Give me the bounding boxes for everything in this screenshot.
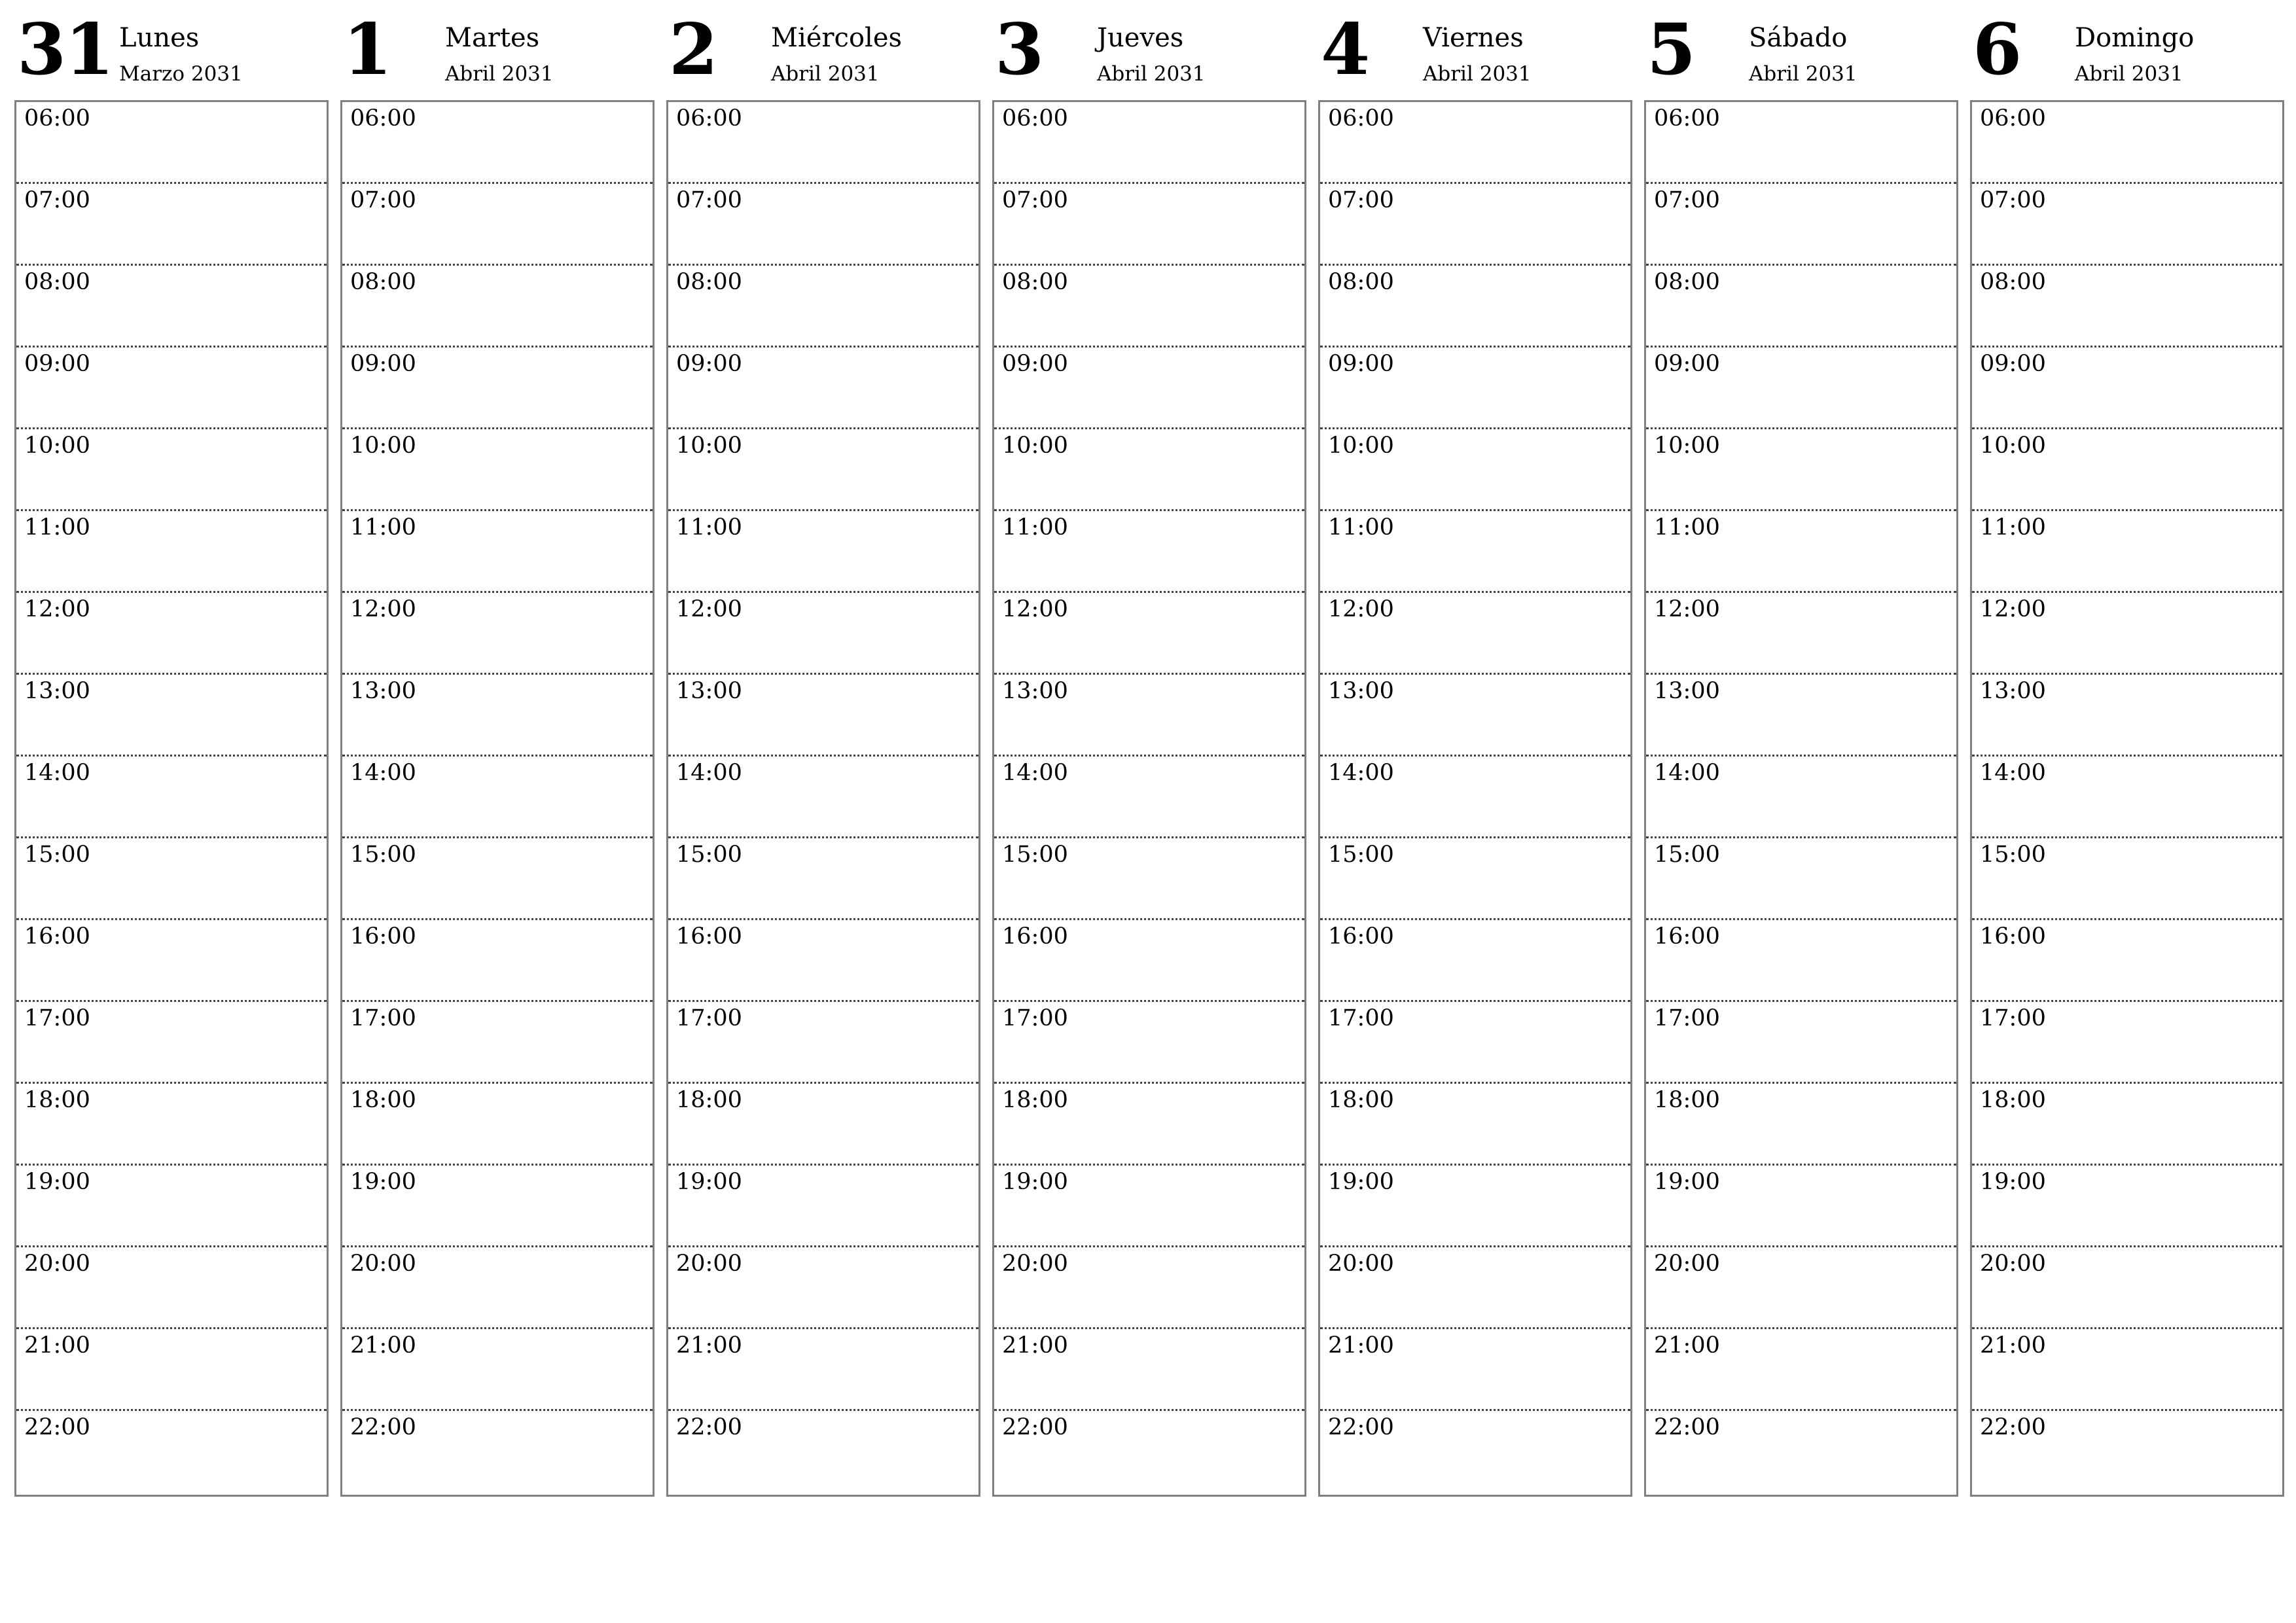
hour-label: 07:00 [1002,187,1068,213]
hour-label: 08:00 [1654,269,1720,295]
hour-label: 17:00 [676,1005,742,1031]
hour-label: 11:00 [1002,514,1068,541]
hour-slot [668,838,978,920]
hour-slot [668,1411,978,1493]
hour-slot [668,675,978,757]
hour-slot [1646,920,1956,1002]
hour-slot [342,757,653,838]
hour-slot [1320,1084,1630,1166]
hour-label: 20:00 [676,1251,742,1277]
hour-label: 17:00 [1980,1005,2046,1031]
hour-slot [1646,838,1956,920]
day-month-year: Abril 2031 [445,62,554,86]
hour-slot [1972,920,2282,1002]
hour-label: 18:00 [1002,1087,1068,1113]
hour-slot [668,757,978,838]
hour-label: 14:00 [350,760,416,786]
hour-slot [668,184,978,266]
hour-label: 07:00 [676,187,742,213]
day-header [666,0,979,98]
hour-label: 06:00 [24,105,90,132]
hour-label: 13:00 [1654,678,1720,704]
hour-slot [1646,1411,1956,1493]
hour-slot [994,1247,1304,1329]
hour-slot [1320,593,1630,675]
hour-slot [1646,511,1956,593]
hour-slot [668,266,978,348]
hour-slot [342,1002,653,1084]
hour-label: 06:00 [1002,105,1068,132]
hour-label: 06:00 [1328,105,1394,132]
hour-label: 13:00 [676,678,742,704]
hour-label: 12:00 [1328,596,1394,622]
hour-label: 09:00 [676,351,742,377]
day-month-year: Marzo 2031 [119,62,243,86]
hour-label: 12:00 [350,596,416,622]
hour-slot [1320,1247,1630,1329]
hour-slot [668,511,978,593]
hour-label: 19:00 [1980,1169,2046,1195]
hour-label: 21:00 [24,1332,90,1359]
hour-slot [1646,593,1956,675]
hour-slot [994,1166,1304,1247]
hour-slot [994,920,1304,1002]
hour-label: 09:00 [1654,351,1720,377]
hour-label: 21:00 [1654,1332,1720,1359]
hour-label: 14:00 [1328,760,1394,786]
hour-slot [1646,429,1956,511]
hour-label: 19:00 [1002,1169,1068,1195]
hour-slot [1972,1166,2282,1247]
hour-slot [16,920,327,1002]
day-number: 1 [343,9,391,91]
hour-grid [666,100,980,1497]
hour-label: 12:00 [1654,596,1720,622]
day-column [666,0,979,1499]
hour-label: 17:00 [1328,1005,1394,1031]
day-column [992,0,1305,1499]
hour-slot [668,593,978,675]
day-header [1644,0,1957,98]
hour-slot [342,675,653,757]
day-name: Viernes [1423,23,1524,53]
hour-label: 21:00 [1328,1332,1394,1359]
hour-label: 09:00 [1980,351,2046,377]
hour-slot [1320,920,1630,1002]
hour-slot [668,1166,978,1247]
hour-slot [16,838,327,920]
hour-label: 08:00 [1002,269,1068,295]
day-name: Sábado [1749,23,1848,53]
day-column [1644,0,1957,1499]
hour-label: 18:00 [24,1087,90,1113]
hour-slot [16,102,327,184]
hour-label: 14:00 [1002,760,1068,786]
hour-slot [994,1329,1304,1411]
hour-label: 22:00 [676,1414,742,1440]
hour-label: 08:00 [676,269,742,295]
hour-label: 13:00 [350,678,416,704]
hour-label: 18:00 [350,1087,416,1113]
hour-slot [1646,1002,1956,1084]
hour-label: 17:00 [1654,1005,1720,1031]
hour-slot [1972,511,2282,593]
hour-label: 22:00 [1002,1414,1068,1440]
hour-label: 16:00 [1654,923,1720,950]
hour-label: 10:00 [1002,433,1068,459]
hour-slot [668,429,978,511]
hour-slot [16,266,327,348]
hour-slot [1320,266,1630,348]
hour-label: 15:00 [1654,842,1720,868]
hour-slot [668,102,978,184]
day-header [14,0,327,98]
day-number: 31 [17,9,113,91]
hour-label: 11:00 [24,514,90,541]
hour-slot [16,1411,327,1493]
hour-label: 15:00 [350,842,416,868]
hour-label: 07:00 [1980,187,2046,213]
hour-slot [16,348,327,429]
hour-slot [668,1247,978,1329]
day-month-year: Abril 2031 [771,62,880,86]
hour-slot [994,838,1304,920]
hour-label: 06:00 [350,105,416,132]
hour-label: 16:00 [1002,923,1068,950]
hour-label: 19:00 [676,1169,742,1195]
hour-slot [16,1084,327,1166]
hour-slot [668,1084,978,1166]
hour-label: 22:00 [1328,1414,1394,1440]
hour-label: 16:00 [24,923,90,950]
hour-label: 17:00 [1002,1005,1068,1031]
hour-label: 11:00 [1328,514,1394,541]
hour-slot [668,348,978,429]
hour-slot [342,511,653,593]
day-header [340,0,653,98]
day-name: Domingo [2075,23,2195,53]
hour-label: 17:00 [24,1005,90,1031]
hour-label: 10:00 [1654,433,1720,459]
hour-label: 12:00 [1980,596,2046,622]
hour-label: 20:00 [1654,1251,1720,1277]
day-name: Miércoles [771,23,903,53]
hour-slot [668,1002,978,1084]
hour-label: 22:00 [350,1414,416,1440]
hour-slot [1972,1002,2282,1084]
hour-label: 07:00 [1328,187,1394,213]
hour-slot [1646,1247,1956,1329]
hour-label: 15:00 [1002,842,1068,868]
hour-slot [1320,184,1630,266]
hour-slot [994,1002,1304,1084]
hour-label: 18:00 [676,1087,742,1113]
hour-label: 22:00 [24,1414,90,1440]
hour-slot [1646,184,1956,266]
hour-label: 20:00 [350,1251,416,1277]
hour-slot [1320,757,1630,838]
hour-slot [1972,184,2282,266]
hour-label: 19:00 [350,1169,416,1195]
hour-label: 09:00 [1002,351,1068,377]
hour-label: 08:00 [24,269,90,295]
hour-slot [16,757,327,838]
day-name: Jueves [1097,23,1184,53]
hour-label: 18:00 [1980,1087,2046,1113]
hour-label: 12:00 [676,596,742,622]
hour-slot [994,1084,1304,1166]
hour-slot [1320,511,1630,593]
hour-slot [1320,1166,1630,1247]
hour-label: 11:00 [1980,514,2046,541]
day-column [14,0,327,1499]
day-month-year: Abril 2031 [1423,62,1532,86]
hour-slot [1972,1247,2282,1329]
hour-grid [14,100,329,1497]
day-number: 6 [1973,9,2021,91]
hour-slot [342,593,653,675]
hour-label: 20:00 [1002,1251,1068,1277]
hour-label: 10:00 [676,433,742,459]
hour-slot [994,511,1304,593]
hour-label: 12:00 [24,596,90,622]
hour-label: 09:00 [1328,351,1394,377]
day-header [992,0,1305,98]
hour-slot [16,593,327,675]
hour-slot [668,920,978,1002]
hour-label: 15:00 [1328,842,1394,868]
hour-label: 17:00 [350,1005,416,1031]
hour-slot [1320,675,1630,757]
hour-slot [16,511,327,593]
hour-label: 20:00 [1980,1251,2046,1277]
hour-label: 11:00 [1654,514,1720,541]
hour-slot [994,184,1304,266]
hour-slot [1646,1166,1956,1247]
hour-label: 20:00 [24,1251,90,1277]
hour-label: 21:00 [1002,1332,1068,1359]
hour-label: 16:00 [1980,923,2046,950]
hour-slot [342,1411,653,1493]
hour-label: 08:00 [1328,269,1394,295]
day-header [1318,0,1631,98]
hour-slot [16,1002,327,1084]
hour-label: 07:00 [24,187,90,213]
hour-label: 16:00 [676,923,742,950]
hour-label: 13:00 [1328,678,1394,704]
hour-label: 10:00 [1980,433,2046,459]
hour-grid [340,100,655,1497]
day-month-year: Abril 2031 [2075,62,2183,86]
hour-slot [1972,429,2282,511]
hour-label: 14:00 [1654,760,1720,786]
hour-grid [1644,100,1958,1497]
hour-label: 12:00 [1002,596,1068,622]
hour-slot [1646,102,1956,184]
hour-slot [1972,593,2282,675]
hour-label: 06:00 [1654,105,1720,132]
hour-slot [342,184,653,266]
hour-label: 19:00 [24,1169,90,1195]
hour-slot [342,1329,653,1411]
day-number: 5 [1647,9,1695,91]
day-month-year: Abril 2031 [1749,62,1857,86]
hour-slot [1320,1411,1630,1493]
hour-label: 15:00 [24,842,90,868]
hour-slot [342,429,653,511]
hour-slot [342,838,653,920]
hour-slot [16,675,327,757]
hour-label: 15:00 [1980,842,2046,868]
hour-label: 13:00 [24,678,90,704]
hour-slot [1972,1329,2282,1411]
hour-slot [342,1166,653,1247]
hour-slot [16,1329,327,1411]
hour-slot [342,1247,653,1329]
hour-slot [1646,757,1956,838]
hour-label: 20:00 [1328,1251,1394,1277]
hour-slot [1972,1411,2282,1493]
hour-slot [994,348,1304,429]
hour-slot [342,348,653,429]
hour-slot [1972,757,2282,838]
day-number: 3 [995,9,1043,91]
hour-slot [1320,1002,1630,1084]
hour-slot [994,675,1304,757]
day-column [1318,0,1631,1499]
hour-label: 08:00 [1980,269,2046,295]
hour-label: 10:00 [1328,433,1394,459]
hour-grid [992,100,1306,1497]
hour-label: 14:00 [24,760,90,786]
hour-slot [1646,348,1956,429]
hour-slot [342,1084,653,1166]
hour-label: 21:00 [1980,1332,2046,1359]
hour-label: 22:00 [1980,1414,2046,1440]
hour-label: 16:00 [350,923,416,950]
hour-label: 21:00 [350,1332,416,1359]
hour-label: 14:00 [1980,760,2046,786]
hour-slot [668,1329,978,1411]
hour-slot [1646,1084,1956,1166]
hour-slot [1320,348,1630,429]
day-column [340,0,653,1499]
hour-label: 10:00 [24,433,90,459]
hour-label: 19:00 [1328,1169,1394,1195]
hour-slot [1972,1084,2282,1166]
hour-slot [994,593,1304,675]
hour-label: 09:00 [350,351,416,377]
hour-slot [16,184,327,266]
hour-label: 10:00 [350,433,416,459]
hour-slot [1320,838,1630,920]
hour-slot [1320,429,1630,511]
hour-label: 19:00 [1654,1169,1720,1195]
hour-slot [342,920,653,1002]
hour-label: 18:00 [1654,1087,1720,1113]
hour-grid [1318,100,1632,1497]
hour-label: 06:00 [1980,105,2046,132]
hour-label: 13:00 [1002,678,1068,704]
hour-label: 07:00 [1654,187,1720,213]
hour-slot [1972,102,2282,184]
day-name: Martes [445,23,540,53]
hour-slot [1972,348,2282,429]
hour-slot [16,1247,327,1329]
hour-label: 16:00 [1328,923,1394,950]
hour-label: 15:00 [676,842,742,868]
hour-label: 07:00 [350,187,416,213]
hour-slot [342,102,653,184]
hour-slot [1320,1329,1630,1411]
hour-slot [994,1411,1304,1493]
hour-label: 09:00 [24,351,90,377]
hour-slot [1972,675,2282,757]
day-header [1970,0,2283,98]
hour-label: 11:00 [676,514,742,541]
hour-slot [994,757,1304,838]
hour-label: 14:00 [676,760,742,786]
hour-label: 11:00 [350,514,416,541]
hour-slot [16,429,327,511]
hour-slot [1646,675,1956,757]
hour-label: 21:00 [676,1332,742,1359]
day-column [1970,0,2283,1499]
day-month-year: Abril 2031 [1097,62,1206,86]
hour-slot [1320,102,1630,184]
hour-slot [1972,838,2282,920]
hour-label: 08:00 [350,269,416,295]
day-name: Lunes [119,23,200,53]
hour-slot [1646,1329,1956,1411]
hour-label: 13:00 [1980,678,2046,704]
hour-slot [994,102,1304,184]
hour-slot [16,1166,327,1247]
day-number: 4 [1321,9,1369,91]
hour-slot [994,429,1304,511]
hour-slot [342,266,653,348]
day-number: 2 [669,9,717,91]
hour-label: 18:00 [1328,1087,1394,1113]
hour-slot [994,266,1304,348]
hour-grid [1970,100,2284,1497]
hour-label: 06:00 [676,105,742,132]
hour-slot [1972,266,2282,348]
hour-label: 22:00 [1654,1414,1720,1440]
hour-slot [1646,266,1956,348]
